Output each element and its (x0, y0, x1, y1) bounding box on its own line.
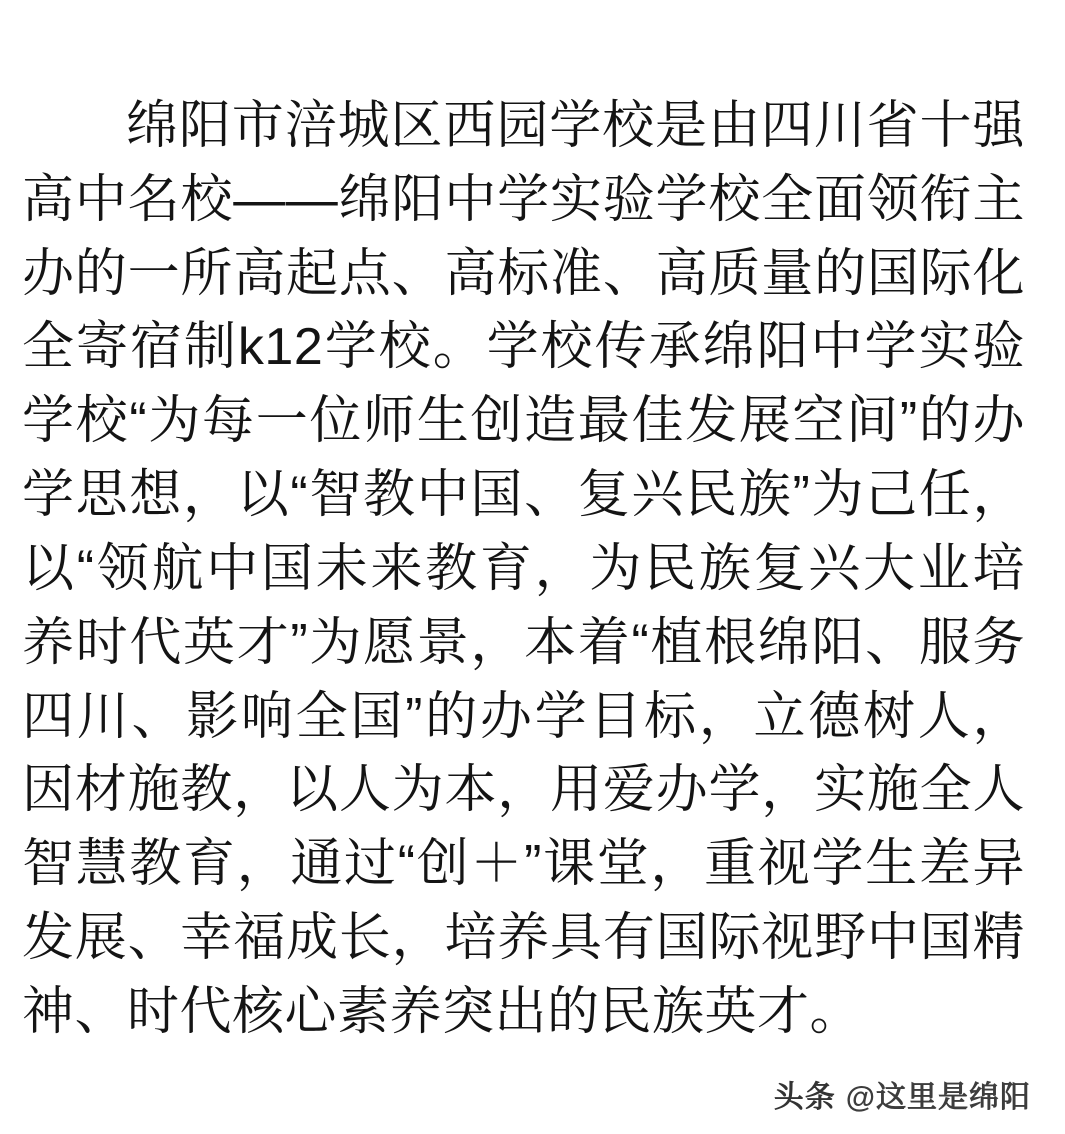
watermark-account-label: @这里是绵阳 (845, 1081, 1031, 1114)
watermark-brand-label: 头条 (773, 1081, 836, 1114)
article-body-text: 绵阳市涪城区西园学校是由四川省十强高中名校——绵阳中学实验学校全面领衔主办的一所高起点、高标准、高质量的国际化全寄宿制k12学校。学校传承绵阳中学实验学校“为每一位师生创造最佳发展空间”的办学思想，以“智教中国、复兴民族”为己任，以“领航中国未来教育，为民族复兴大业培养时代英才”为愿景，本着“植根绵阳、服务四川、影响全国”的办学目标，立德树人，因材施教，以人为本，用爱办学，实施全人智慧教育，通过“创＋”课堂，重视学生差异发展、幸福成长，培养具有国际视野中国精神、时代核心素养突出的民族英才。 (22, 97, 1025, 1041)
watermark (774, 1072, 1031, 1116)
